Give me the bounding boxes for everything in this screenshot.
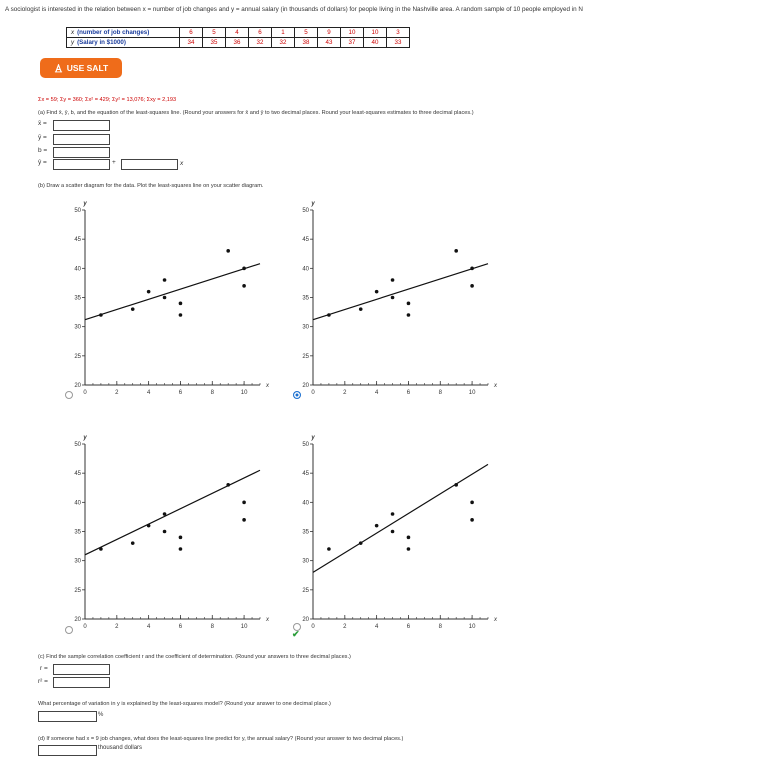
xbar-input[interactable] — [53, 120, 110, 131]
data-point — [147, 290, 151, 294]
slope-input[interactable] — [121, 159, 178, 170]
yhat-label: ŷ = — [38, 159, 47, 166]
x-cell: 6 — [180, 28, 203, 38]
x-tick-label: 0 — [311, 390, 315, 396]
data-point — [470, 267, 474, 271]
data-point — [391, 278, 395, 282]
data-point — [242, 518, 246, 522]
x-tick-label: 10 — [240, 624, 248, 630]
data-point — [327, 547, 331, 551]
y-tick-label: 30 — [302, 558, 309, 565]
data-point — [163, 530, 167, 534]
y-header: y (Salary in $1000) — [67, 38, 180, 48]
data-point — [163, 512, 167, 516]
x-suffix: x — [180, 160, 184, 167]
y-tick-label: 45 — [74, 237, 81, 244]
data-point — [179, 302, 183, 306]
radio-option-1[interactable] — [65, 391, 73, 399]
data-point — [179, 547, 183, 551]
x-tick-label: 6 — [406, 624, 411, 630]
scatter-option-3 — [60, 430, 270, 640]
x-tick-label: 4 — [374, 624, 379, 630]
y-tick-label: 45 — [302, 471, 309, 478]
use-salt-button[interactable] — [40, 58, 122, 78]
x-tick-label: 2 — [115, 624, 119, 630]
x-tick-label: 0 — [83, 390, 87, 396]
y-tick-label: 35 — [302, 529, 309, 536]
y-axis-label: y — [311, 435, 315, 441]
x-tick-label: 8 — [438, 390, 442, 396]
data-point — [226, 249, 230, 253]
data-point — [391, 512, 395, 516]
y-axis-label: y — [83, 435, 87, 441]
use-salt-label: USE SALT — [66, 63, 109, 73]
data-point — [99, 313, 103, 317]
x-cell: 10 — [364, 28, 387, 38]
data-point — [242, 267, 246, 271]
x-tick-label: 4 — [146, 624, 151, 630]
data-point — [131, 307, 135, 311]
x-tick-label: 8 — [210, 390, 214, 396]
y-tick-label: 30 — [74, 558, 81, 565]
y-cell: 43 — [318, 38, 341, 48]
y-tick-label: 20 — [74, 383, 81, 389]
x-tick-label: 0 — [83, 624, 87, 630]
intercept-input[interactable] — [53, 159, 110, 170]
x-cell: 1 — [272, 28, 295, 38]
x-tick-label: 2 — [343, 624, 347, 630]
x-axis-label: x — [266, 383, 269, 389]
data-point — [407, 547, 411, 551]
r2-input[interactable] — [53, 677, 110, 688]
summary-statistics: Σx = 59; Σy = 360; Σx² = 429; Σy² = 13,076; Σxy = 2,193 — [38, 97, 177, 103]
y-tick-label: 50 — [74, 208, 81, 214]
data-point — [407, 302, 411, 306]
data-point — [179, 536, 183, 540]
x-tick-label: 2 — [115, 390, 119, 396]
y-cell: 38 — [295, 38, 318, 48]
radio-option-2[interactable] — [293, 391, 301, 399]
r-label: r = — [40, 665, 48, 672]
data-point — [454, 483, 458, 487]
data-point — [454, 249, 458, 253]
data-point — [242, 501, 246, 505]
x-axis-label: x — [266, 617, 269, 623]
data-point — [470, 518, 474, 522]
y-tick-label: 40 — [302, 266, 309, 273]
y-tick-label: 50 — [74, 442, 81, 448]
part-a-question: (a) Find x̄, ȳ, b, and the equation of the least-squares line. (Round your answers for x̄ and ȳ to two decimal places. Round your least-squares estimates to three decimal places.) — [38, 110, 474, 116]
x-cell: 4 — [226, 28, 249, 38]
part-d-question: (d) If someone had x = 9 job changes, what does the least-squares line predict for y, the annual salary? (Round your answer to two decimal places.) — [38, 736, 404, 742]
data-point — [407, 536, 411, 540]
x-tick-label: 8 — [438, 624, 442, 630]
b-label: b = — [38, 147, 48, 154]
data-point — [391, 296, 395, 300]
x-tick-label: 6 — [178, 624, 183, 630]
y-cell: 35 — [203, 38, 226, 48]
y-tick-label: 20 — [74, 617, 81, 623]
scatter-option-1 — [60, 196, 270, 406]
data-point — [226, 483, 230, 487]
x-cell: 10 — [341, 28, 364, 38]
y-cell: 34 — [180, 38, 203, 48]
r-input[interactable] — [53, 664, 110, 675]
x-tick-label: 10 — [468, 624, 476, 630]
data-point — [359, 541, 363, 545]
percent-unit: % — [98, 712, 104, 718]
x-tick-label: 4 — [146, 390, 151, 396]
data-point — [327, 313, 331, 317]
prediction-unit: thousand dollars — [98, 745, 143, 751]
percent-question: What percentage of variation in y is explained by the least-squares model? (Round your answer to one decimal place.) — [38, 701, 331, 707]
y-cell: 33 — [387, 38, 410, 48]
x-tick-label: 2 — [343, 390, 347, 396]
y-tick-label: 20 — [302, 383, 309, 389]
x-header: x (number of job changes) — [67, 28, 180, 38]
x-cell: 9 — [318, 28, 341, 38]
y-tick-label: 35 — [74, 295, 81, 302]
x-tick-label: 6 — [406, 390, 411, 396]
y-cell: 32 — [249, 38, 272, 48]
y-tick-label: 40 — [74, 500, 81, 507]
data-point — [163, 278, 167, 282]
x-tick-label: 10 — [468, 390, 476, 396]
y-cell: 32 — [272, 38, 295, 48]
y-tick-label: 50 — [302, 208, 309, 214]
plus-sign: + — [112, 159, 116, 166]
data-point — [375, 524, 379, 528]
scatter-option-4 — [288, 430, 498, 640]
part-c-question: (c) Find the sample correlation coefficient r and the coefficient of determination. (Round your answers to three decimal places.) — [38, 654, 351, 660]
data-point — [147, 524, 151, 528]
y-cell: 36 — [226, 38, 249, 48]
x-tick-label: 8 — [210, 624, 214, 630]
y-tick-label: 35 — [302, 295, 309, 302]
y-tick-label: 40 — [302, 500, 309, 507]
problem-intro: A sociologist is interested in the relation between x = number of job changes and y = annual salary (in thousands of dollars) for people living in the Nashville area. A random sample of 10 people employed in N — [5, 6, 583, 13]
x-tick-label: 6 — [178, 390, 183, 396]
data-table — [66, 27, 410, 48]
x-tick-label: 4 — [374, 390, 379, 396]
y-tick-label: 40 — [74, 266, 81, 273]
table-row-x — [67, 28, 410, 38]
x-axis-label: x — [494, 617, 497, 623]
x-axis-label: x — [494, 383, 497, 389]
x-cell: 6 — [249, 28, 272, 38]
data-point — [179, 313, 183, 317]
x-tick-label: 0 — [311, 624, 315, 630]
y-tick-label: 50 — [302, 442, 309, 448]
y-tick-label: 45 — [302, 237, 309, 244]
y-axis-label: y — [311, 201, 315, 207]
data-point — [163, 296, 167, 300]
y-tick-label: 25 — [302, 587, 309, 594]
ybar-input[interactable] — [53, 134, 110, 145]
x-cell: 5 — [295, 28, 318, 38]
data-point — [359, 307, 363, 311]
xbar-label: x̄ = — [38, 120, 47, 127]
data-point — [470, 501, 474, 505]
data-point — [391, 530, 395, 534]
percent-input[interactable] — [38, 711, 97, 722]
y-cell: 37 — [341, 38, 364, 48]
x-cell: 5 — [203, 28, 226, 38]
data-point — [407, 313, 411, 317]
salt-icon — [54, 64, 63, 73]
least-squares-line — [85, 264, 260, 320]
x-tick-label: 10 — [240, 390, 248, 396]
x-cell: 3 — [387, 28, 410, 38]
r2-label: r² = — [38, 678, 48, 685]
correct-check-icon: ✔ — [292, 629, 300, 639]
least-squares-line — [313, 264, 488, 320]
y-tick-label: 35 — [74, 529, 81, 536]
prediction-input[interactable] — [38, 745, 97, 756]
table-row-y — [67, 38, 410, 48]
y-tick-label: 25 — [74, 353, 81, 360]
y-axis-label: y — [83, 201, 87, 207]
radio-option-3[interactable] — [65, 626, 73, 634]
data-point — [470, 284, 474, 288]
data-point — [375, 290, 379, 294]
data-point — [131, 541, 135, 545]
part-b-question: (b) Draw a scatter diagram for the data. Plot the least-squares line on your scatter diagram. — [38, 183, 264, 189]
y-cell: 40 — [364, 38, 387, 48]
y-tick-label: 45 — [74, 471, 81, 478]
least-squares-line — [313, 464, 488, 572]
scatter-option-2 — [288, 196, 498, 406]
y-tick-label: 25 — [74, 587, 81, 594]
least-squares-line — [85, 470, 260, 555]
y-tick-label: 30 — [302, 324, 309, 331]
ybar-label: ȳ = — [38, 134, 47, 141]
b-input[interactable] — [53, 147, 110, 158]
data-point — [242, 284, 246, 288]
y-tick-label: 20 — [302, 617, 309, 623]
data-point — [99, 547, 103, 551]
y-tick-label: 25 — [302, 353, 309, 360]
y-tick-label: 30 — [74, 324, 81, 331]
